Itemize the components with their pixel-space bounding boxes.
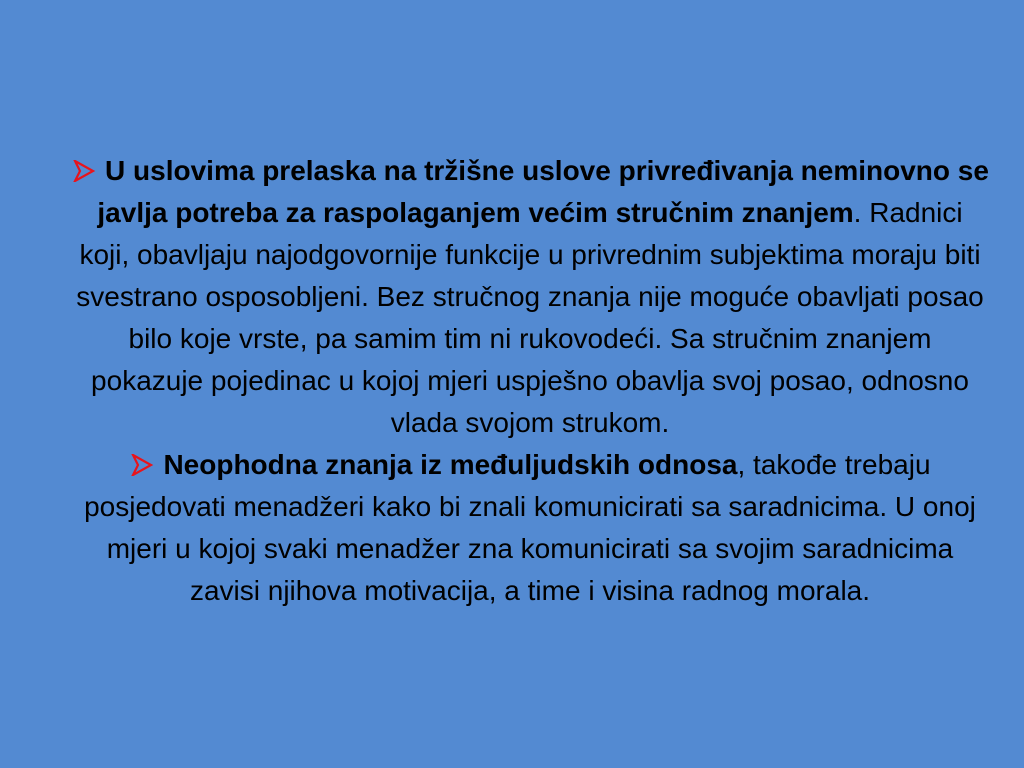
arrow-right-bullet-icon <box>71 160 97 182</box>
paragraph-1-text: . Radnici koji, obavljaju najodgovornije funkcije u privrednim subjektima moraju biti svestrano osposobljeni. Bez stručnog znanja nije moguće obavljati posao bilo koje vrste, pa samim tim ni rukovodeći. Sa stručnim znanjem pokazuje pojedinac u kojoj mjeri uspješno obavlja svoj posao, odnosno vlada svojom strukom. <box>76 197 984 438</box>
slide-content <box>70 150 990 612</box>
paragraph-1 <box>70 150 990 444</box>
arrow-right-bullet-icon <box>129 454 155 476</box>
paragraph-2 <box>70 444 990 612</box>
paragraph-2-bold: Neophodna znanja iz međuljudskih odnosa <box>163 449 738 480</box>
paragraph-1-bold: U uslovima prelaska na tržišne uslove privređivanja neminovno se javlja potreba za raspolaganjem većim stručnim znanjem <box>97 155 989 228</box>
paragraph-2-text: , takođe trebaju posjedovati menadžeri kako bi znali komunicirati sa saradnicima. U onoj mjeri u kojoj svaki menadžer zna komunicirati sa svojim saradnicima zavisi njihova motivacija, a time i visina radnog morala. <box>84 449 976 606</box>
